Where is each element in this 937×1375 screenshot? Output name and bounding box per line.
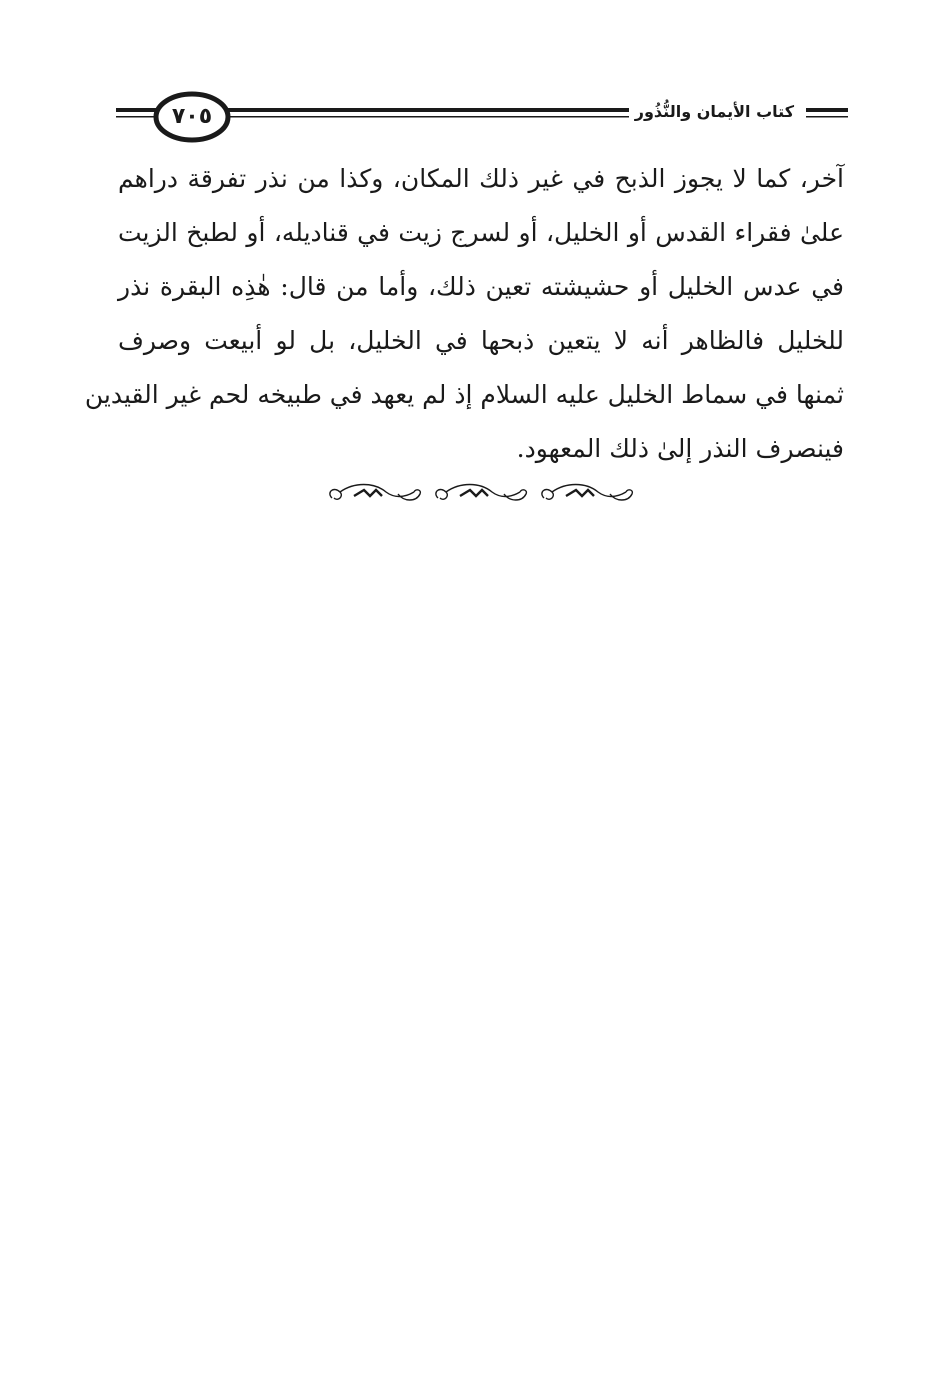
page-header (116, 88, 848, 148)
text-line: آخر، كما لا يجوز الذبح في غير ذلك المكان، وكذا من نذر تفرقة دراهم (118, 164, 844, 193)
running-title: كتاب الأيمان والنُّذُور (629, 101, 800, 123)
body-text (84, 152, 844, 476)
section-end-ornament-icon (324, 478, 640, 512)
text-line: علىٰ فقراء القدس أو الخليل، أو لسرج زيت في قناديله، أو لطبخ الزيت (118, 218, 844, 247)
text-line: في عدس الخليل أو حشيشته تعين ذلك، وأما من قال: هٰذِه البقرة نذر (118, 272, 844, 301)
text-line: للخليل فالظاهر أنه لا يتعين ذبحها في الخليل، بل لو أبيعت وصرف (118, 326, 844, 355)
text-line: ثمنها في سماط الخليل عليه السلام إذ لم يعهد في طبيخه لحم غير القيدين (84, 380, 844, 409)
text-line: فينصرف النذر إلىٰ ذلك المعهود. (516, 434, 844, 463)
page-number: ٧٠٥ (171, 104, 213, 129)
